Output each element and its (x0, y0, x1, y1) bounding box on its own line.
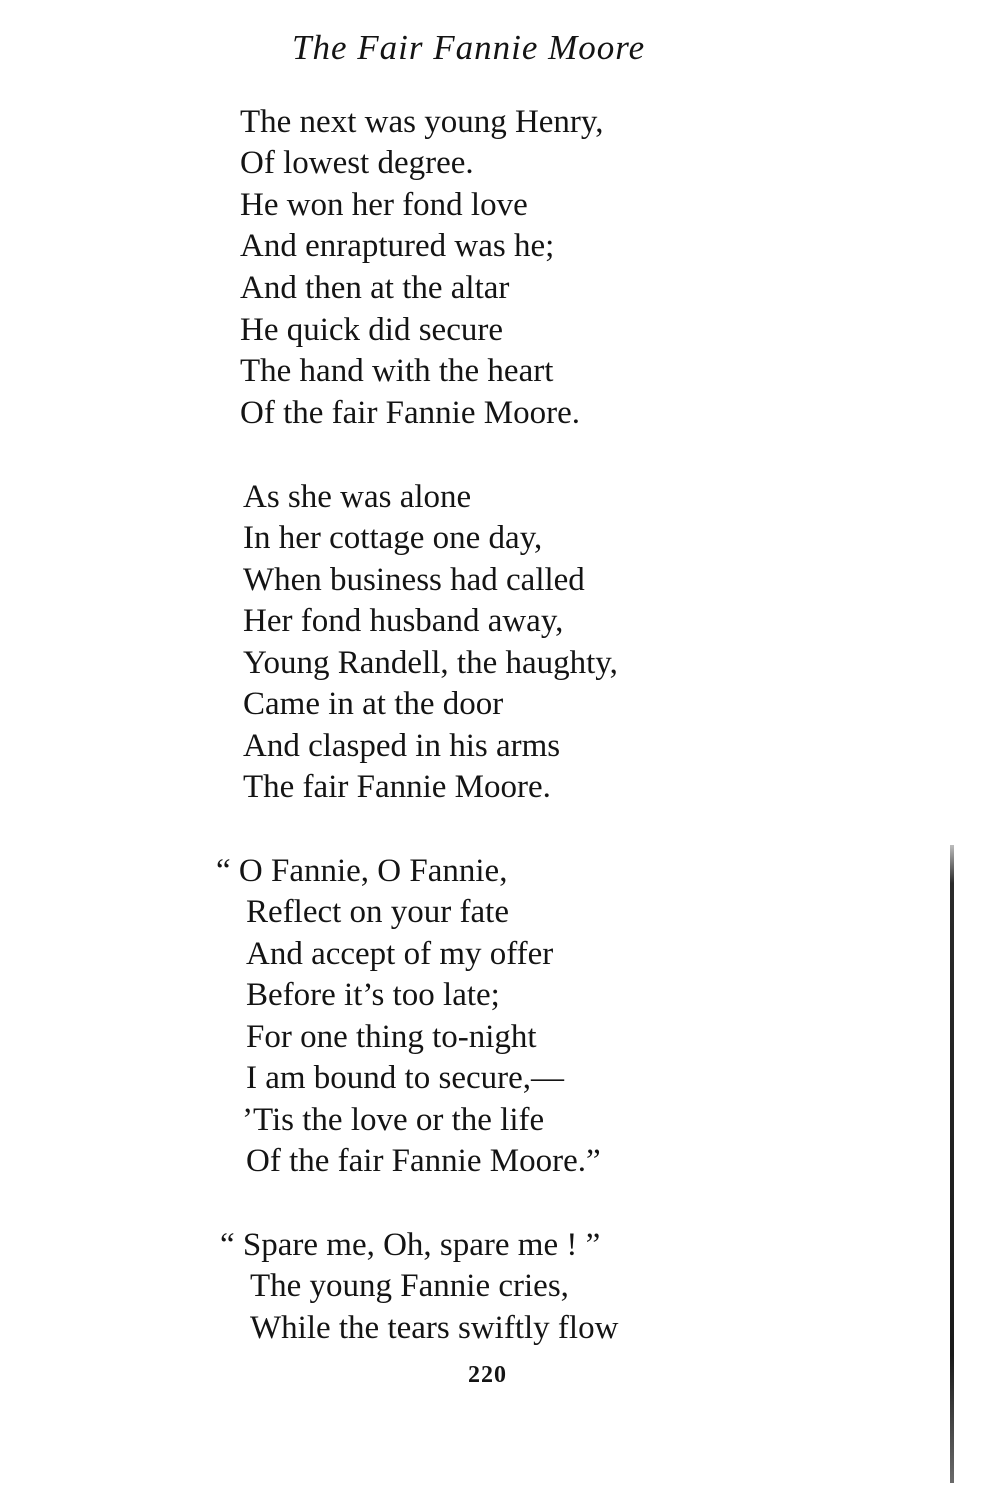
poem-line: And clasped in his arms (243, 728, 561, 764)
poem-line: For one thing to-night (246, 1019, 537, 1055)
poem-line: And then at the altar (240, 270, 510, 306)
poem-line: The hand with the heart (240, 353, 554, 389)
poem-line: The young Fannie cries, (250, 1268, 569, 1304)
poem-line: Young Randell, the haughty, (243, 645, 618, 681)
poem-line: When business had called (243, 562, 585, 598)
poem-line: In her cottage one day, (243, 520, 543, 556)
poem-line: As she was alone (243, 479, 472, 515)
poem-line: And accept of my offer (246, 936, 554, 972)
poem-line: Her fond husband away, (243, 603, 564, 639)
poem-line: Of lowest degree. (240, 145, 474, 181)
poem-line: “ O Fannie, O Fannie, (216, 853, 508, 889)
poem-line: Reflect on your fate (246, 894, 509, 930)
poem-line: He quick did secure (240, 312, 503, 348)
poem-line: Of the fair Fannie Moore.” (246, 1143, 601, 1179)
page-number: 220 (468, 1362, 507, 1388)
poem-line: I am bound to secure,— (246, 1060, 564, 1096)
poem-line: Of the fair Fannie Moore. (240, 395, 580, 431)
running-head: The Fair Fannie Moore (292, 28, 646, 67)
poem-line: He won her fond love (240, 187, 528, 223)
poem-line: Came in at the door (243, 686, 504, 722)
poem-line: Before it’s too late; (246, 977, 500, 1013)
poem-line: “ Spare me, Oh, spare me ! ” (220, 1227, 601, 1263)
poem-line: The next was young Henry, (240, 104, 604, 140)
poem-line: While the tears swiftly flow (250, 1310, 619, 1346)
poem-line: ’Tis the love or the life (242, 1102, 545, 1138)
poem-line: And enraptured was he; (240, 228, 555, 264)
scan-edge-shadow (950, 845, 954, 1483)
poem-line: The fair Fannie Moore. (243, 769, 551, 805)
